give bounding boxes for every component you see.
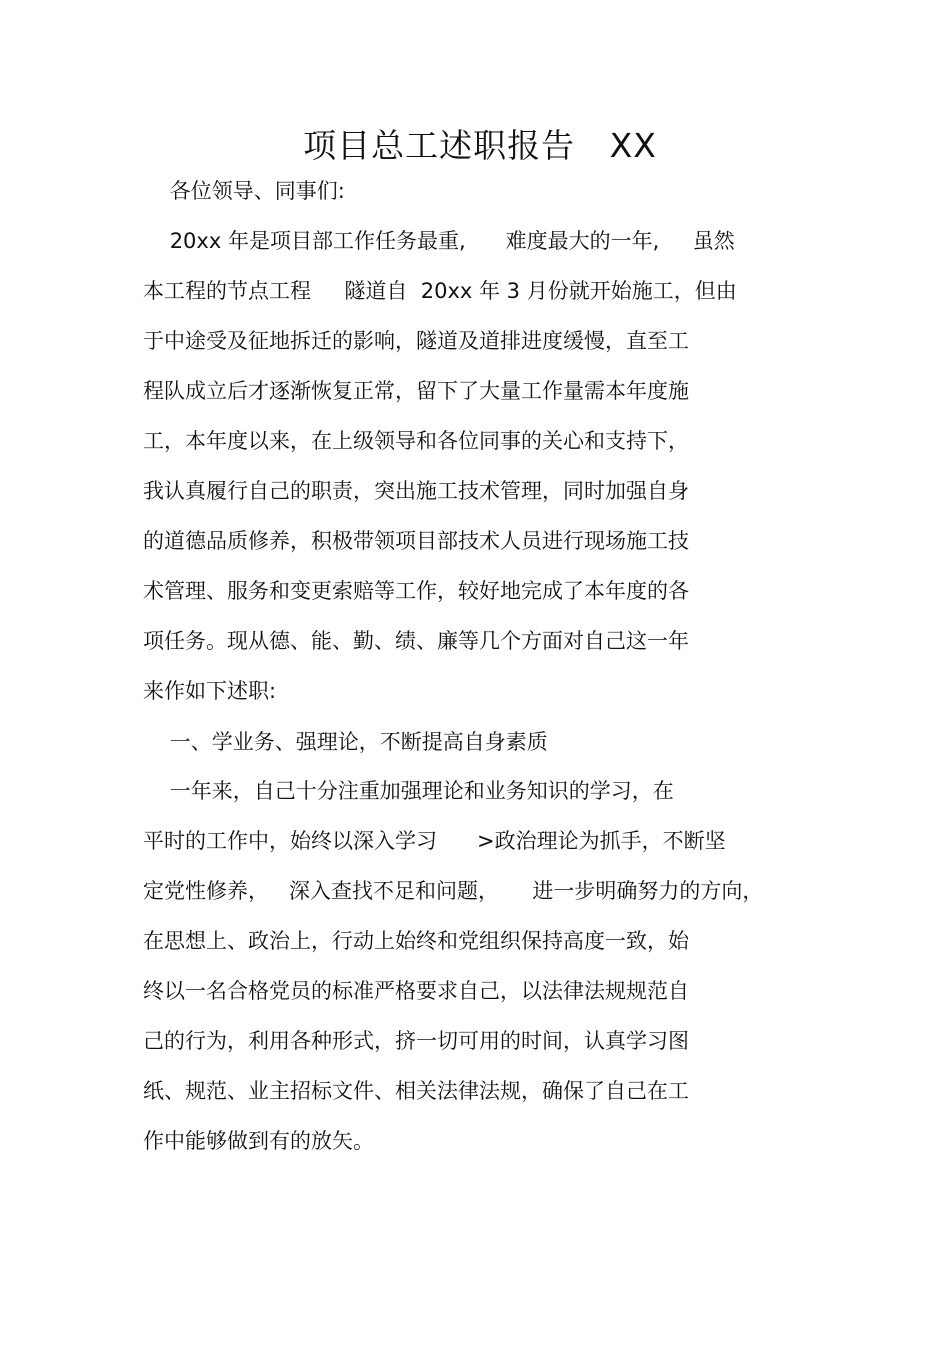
document-title: 项目总工述职报告 XX [303,126,657,165]
paragraph-line: 来作如下述职: [143,679,277,703]
paragraph-line: 己的行为，利用各种形式，挤一切可用的时间，认真学习图 [143,1029,689,1053]
paragraph-line: 术管理、服务和变更索赔等工作，较好地完成了本年度的各 [143,579,689,603]
paragraph-line: 的道德品质修养，积极带领项目部技术人员进行现场施工技 [143,529,689,553]
paragraph-line: 平时的工作中，始终以深入学习 >政治理论为抓手，不断坚 [143,829,726,853]
paragraph-line: 在思想上、政治上，行动上始终和党组织保持高度一致，始 [143,929,689,953]
paragraph-line: 各位领导、同事们: [143,179,345,203]
paragraph-line: 定党性修养， 深入查找不足和问题， 进一步明确努力的方向， [143,879,764,903]
paragraph-line: 终以一名合格党员的标准严格要求自己，以法律法规规范自 [143,979,689,1003]
paragraph-line: 我认真履行自己的职责，突出施工技术管理，同时加强自身 [143,479,689,503]
paragraph-line: 一年来，自己十分注重加强理论和业务知识的学习，在 [143,779,674,803]
paragraph-line: 项任务。现从德、能、勤、绩、廉等几个方面对自己这一年 [143,629,689,653]
paragraph-line: 程队成立后才逐渐恢复正常，留下了大量工作量需本年度施 [143,379,689,403]
paragraph-line: 工，本年度以来，在上级领导和各位同事的关心和支持下， [143,429,689,453]
paragraph-line: 于中途受及征地拆迁的影响，隧道及道排进度缓慢，直至工 [143,329,689,353]
paragraph-line: 20xx 年是项目部工作任务最重, 难度最大的一年, 虽然 [143,229,735,253]
paragraph-line: 本工程的节点工程 隧道自 20xx 年 3 月份就开始施工，但由 [143,279,737,303]
paragraph-line: 纸、规范、业主招标文件、相关法律法规，确保了自己在工 [143,1079,689,1103]
section-heading: 一、学业务、强理论，不断提高自身素质 [143,730,548,754]
paragraph-line: 作中能够做到有的放矢。 [143,1129,374,1153]
